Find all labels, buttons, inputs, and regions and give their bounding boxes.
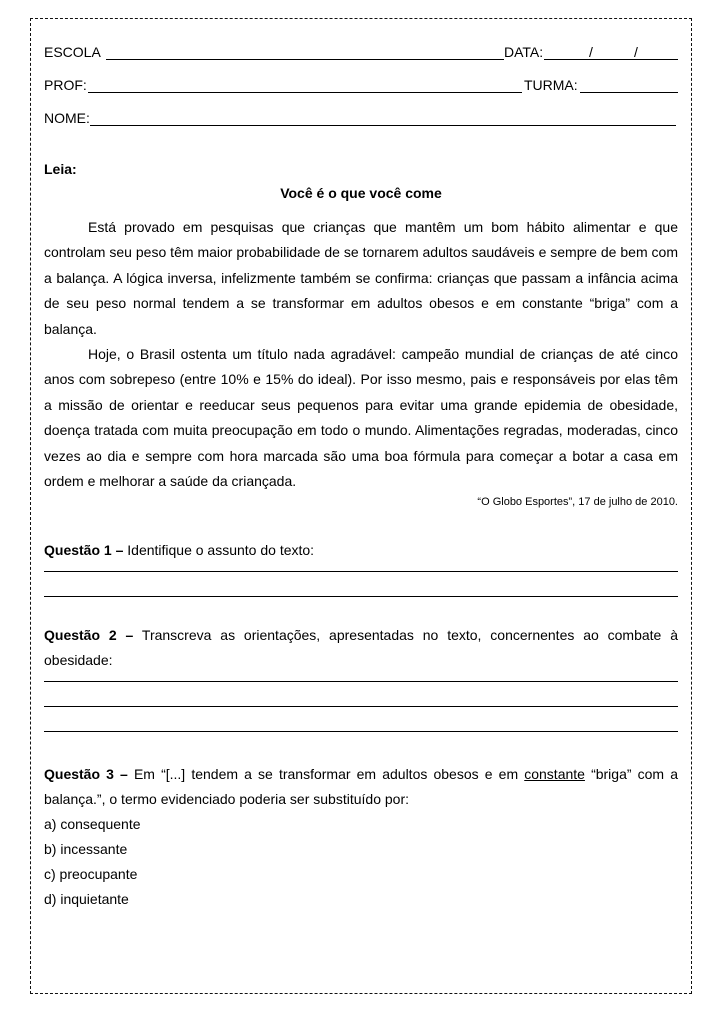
name-row [44, 104, 678, 137]
teacher-field[interactable] [88, 92, 522, 93]
date-separator: / [634, 44, 638, 60]
reading-source: “O Globo Esportes”, 17 de julho de 2010. [477, 496, 678, 509]
name-field[interactable] [90, 125, 676, 126]
date-separator: / [589, 44, 593, 60]
date-label: DATA: [504, 44, 544, 60]
option-d[interactable]: d) inquietante [44, 891, 129, 908]
question-label: Questão 3 – [44, 766, 128, 783]
question-1 [44, 538, 678, 563]
teacher-row [44, 71, 678, 104]
answer-line[interactable] [44, 572, 678, 597]
reading-title: Você é o que você come [280, 185, 442, 201]
option-a[interactable]: a) consequente [44, 816, 141, 833]
question-2 [44, 623, 678, 673]
question-text: Identifique o assunto do texto: [123, 542, 315, 559]
school-row [44, 38, 678, 71]
question-text: “briga” com a balança.”, o termo evidenciado poderia ser substituído por: [44, 766, 679, 808]
reading-paragraph-1 [44, 215, 678, 342]
school-field[interactable] [106, 59, 504, 60]
teacher-label: PROF: [44, 77, 87, 93]
option-b[interactable]: b) incessante [44, 841, 128, 858]
question-label: Questão 1 – [44, 542, 124, 559]
question-label: Questão 2 – [44, 627, 134, 644]
question-3 [44, 762, 678, 812]
answer-line[interactable] [44, 682, 678, 707]
class-field[interactable] [580, 92, 678, 93]
name-label: NOME: [44, 110, 90, 126]
question-text: Transcreva as orientações, apresentadas no texto, concernentes ao combate à obesidade: [44, 627, 678, 669]
reading-prompt: Leia: [44, 161, 77, 177]
answer-line[interactable] [44, 707, 678, 732]
answer-line[interactable] [44, 563, 678, 572]
school-label: ESCOLA [44, 44, 101, 60]
answer-line[interactable] [44, 673, 678, 682]
worksheet [44, 38, 678, 912]
date-field[interactable] [544, 59, 678, 60]
class-label: TURMA: [524, 77, 578, 93]
paragraph-text: Está provado em pesquisas que crianças que mantêm um bom hábito alimentar e que controlam seu peso têm maior probabilidade de se tornarem adultos saudáveis e sempre de bem com a balança. A lógica inversa, infelizmente também se confirma: crianças que passam a infância acima de seu peso normal tendem a se transformar em adultos obesos e em constante “briga” com a balança. [44, 219, 678, 337]
option-c[interactable]: c) preocupante [44, 866, 138, 883]
highlighted-term: constante [524, 766, 585, 783]
reading-paragraph-2 [44, 342, 678, 494]
question-text: Em “[...] tendem a se transformar em adultos obesos e em [127, 766, 525, 783]
paragraph-text: Hoje, o Brasil ostenta um título nada agradável: campeão mundial de crianças de até cinco anos com sobrepeso (entre 10% e 15% do ideal). Por isso mesmo, pais e responsáveis por elas têm a missão de orientar e reeducar seus pequenos para evitar uma grande epidemia de obesidade, doença tratada com muita preocupação em todo o mundo. Alimentações regradas, moderadas, cinco vezes ao dia e sempre com hora marcada são uma boa fórmula para começar a botar a casa em ordem e melhorar a saúde da criançada. [44, 346, 678, 490]
